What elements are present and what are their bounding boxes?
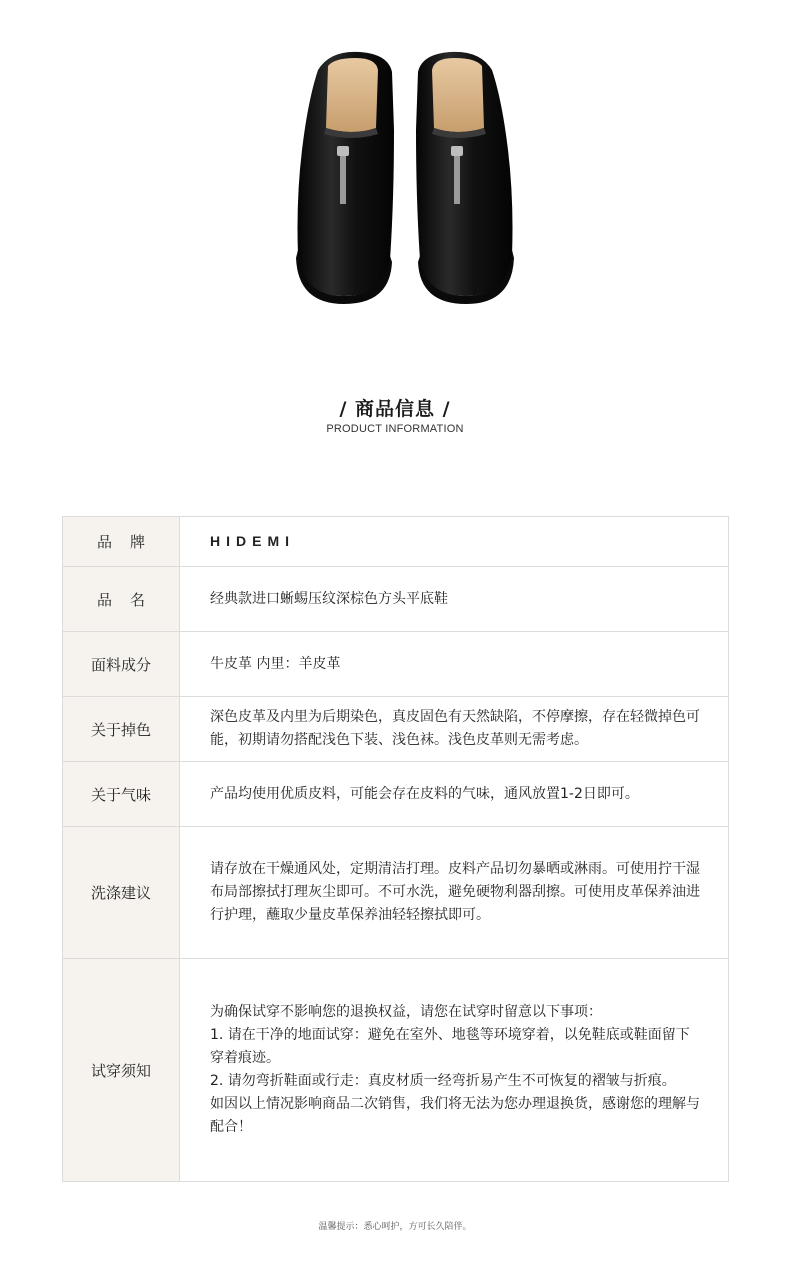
left-shoe — [296, 52, 394, 304]
row-label: 面料成分 — [63, 632, 180, 696]
table-row-material — [63, 632, 729, 697]
row-value: 为确保试穿不影响您的退换权益，请您在试穿时留意以下事项： 1. 请在干净的地面试穿：避免在室外、地毯等环境穿着，以免鞋底或鞋面留下穿着痕迹。 2. 请勿弯折鞋面或行走：真皮材质一经弯折易产生不可恢复的褶皱与折痕。 如因以上情况影响商品二次销售，我们将无法为您办理退换货，感谢您的理解与配合！ — [180, 959, 729, 1181]
table-row-fading — [63, 697, 729, 762]
row-label: 品名 — [63, 567, 180, 631]
product-info-table — [62, 516, 729, 1182]
row-value: 深色皮革及内里为后期染色，真皮固色有天然缺陷，不停摩擦，存在轻微掉色可能，初期请勿搭配浅色下装、浅色袜。浅色皮革则无需考虑。 — [180, 697, 729, 761]
row-label: 关于气味 — [63, 762, 180, 826]
row-label: 洗涤建议 — [63, 827, 180, 958]
table-row-try-on — [63, 959, 729, 1182]
row-value: 产品均使用优质皮料，可能会存在皮料的气味，通风放置1-2日即可。 — [180, 762, 729, 826]
section-subtitle: PRODUCT INFORMATION — [326, 423, 464, 435]
footer-note: 温馨提示：悉心呵护，方可长久陪伴。 — [318, 1222, 472, 1232]
row-value — [180, 517, 729, 566]
row-value: 牛皮革 内里：羊皮革 — [180, 632, 729, 696]
black-zip-loafers-icon — [0, 0, 790, 340]
table-row-care — [63, 827, 729, 959]
table-row-brand — [63, 517, 729, 567]
row-label: 品牌 — [63, 517, 180, 566]
row-value: 请存放在干燥通风处，定期清洁打理。皮料产品切勿暴晒或淋雨。可使用拧干湿布局部擦拭打理灰尘即可。不可水洗，避免硬物利器刮擦。可使用皮革保养油进行护理，蘸取少量皮革保养油轻轻擦拭即可。 — [180, 827, 729, 958]
section-title: / 商品信息 / — [339, 398, 451, 420]
table-row-odor — [63, 762, 729, 827]
table-row-name — [63, 567, 729, 632]
row-label: 试穿须知 — [63, 959, 180, 1181]
product-image — [0, 0, 790, 340]
row-label: 关于掉色 — [63, 697, 180, 761]
row-value: 经典款进口蜥蜴压纹深棕色方头平底鞋 — [180, 567, 729, 631]
brand-name: HIDEMI — [210, 533, 295, 549]
right-shoe — [416, 52, 514, 304]
